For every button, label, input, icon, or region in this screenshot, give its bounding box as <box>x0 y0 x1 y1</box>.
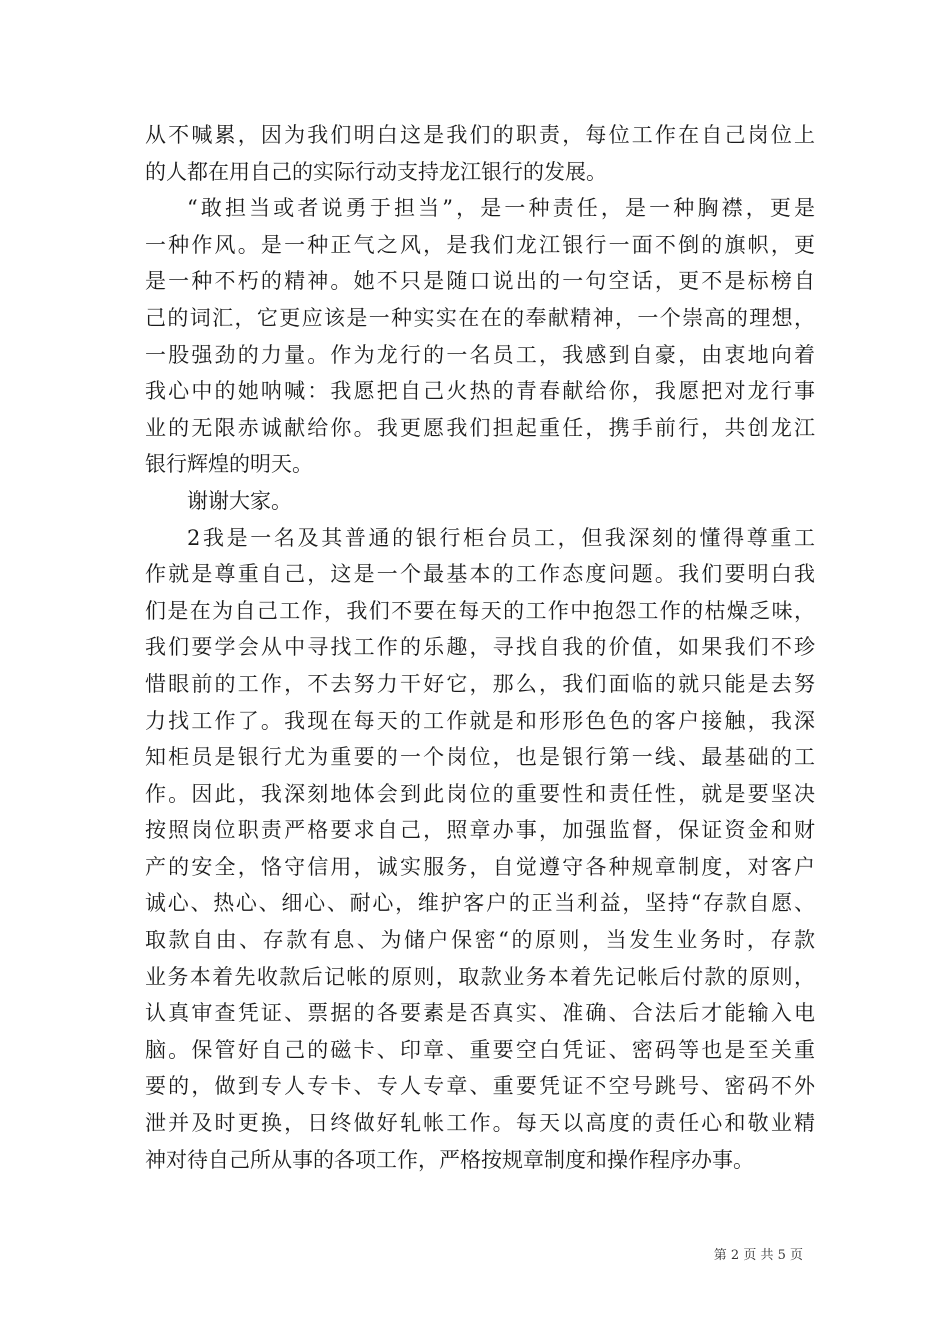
text-line: 我们要学会从中寻找工作的乐趣，寻找自我的价值，如果我们不珍 <box>145 635 815 660</box>
text-line: 的人都在用自己的实际行动支持龙江银行的发展。 <box>145 159 607 184</box>
text-line: 我心中的她呐喊：我愿把自己火热的青春献给你，我愿把对龙行事 <box>145 379 815 404</box>
text-line: 要的，做到专人专卡、专人专章、重要凭证不空号跳号、密码不外 <box>145 1074 815 1099</box>
text-line: 神对待自己所从事的各项工作，严格按规章制度和操作程序办事。 <box>145 1147 754 1172</box>
text-line: 产的安全，恪守信用，诚实服务，自觉遵守各种规章制度，对客户 <box>145 854 815 879</box>
text-line: 己的词汇，它更应该是一种实实在在的奉献精神，一个崇高的理想， <box>145 305 815 330</box>
text-line: 泄并及时更换，日终做好轧帐工作。每天以高度的责任心和敬业精 <box>145 1111 815 1136</box>
text-line: “敢担当或者说勇于担当”，是一种责任，是一种胸襟，更是 <box>187 196 815 221</box>
text-line: 一种作风。是一种正气之风，是我们龙江银行一面不倒的旗帜，更 <box>145 232 815 257</box>
text-line: 银行辉煌的明天。 <box>145 452 313 477</box>
text-line: 业的无限赤诚献给你。我更愿我们担起重任，携手前行，共创龙江 <box>145 415 815 440</box>
body-text <box>145 117 815 1178</box>
text-line: 作。因此，我深刻地体会到此岗位的重要性和责任性，就是要坚决 <box>145 781 815 806</box>
text-line: 一股强劲的力量。作为龙行的一名员工，我感到自豪，由衷地向着 <box>145 342 815 367</box>
text-line: 们是在为自己工作，我们不要在每天的工作中抱怨工作的枯燥乏味， <box>145 598 815 623</box>
text-line: 2我是一名及其普通的银行柜台员工，但我深刻的懂得尊重工 <box>187 525 815 550</box>
page-number: 第 2 页 共 5 页 <box>713 1248 803 1263</box>
text-line: 从不喊累，因为我们明白这是我们的职责，每位工作在自己岗位上 <box>145 123 815 147</box>
text-line: 业务本着先收款后记帐的原则，取款业务本着先记帐后付款的原则， <box>145 964 815 989</box>
text-line: 脑。保管好自己的磁卡、印章、重要空白凭证、密码等也是至关重 <box>145 1037 815 1062</box>
text-line: 诚心、热心、细心、耐心，维护客户的正当利益，坚持“存款自愿、 <box>145 891 815 916</box>
text-line: 是一种不朽的精神。她不只是随口说出的一句空话，更不是标榜自 <box>145 269 815 294</box>
text-line: 知柜员是银行尤为重要的一个岗位，也是银行第一线、最基础的工 <box>145 745 815 770</box>
text-line: 作就是尊重自己，这是一个最基本的工作态度问题。我们要明白我 <box>145 562 815 587</box>
text-line: 认真审查凭证、票据的各要素是否真实、准确、合法后才能输入电 <box>145 1001 815 1026</box>
text-line: 惜眼前的工作，不去努力干好它，那么，我们面临的就只能是去努 <box>145 671 815 696</box>
text-line: 谢谢大家。 <box>187 488 292 513</box>
text-line: 取款自由、存款有息、为储户保密“的原则，当发生业务时，存款 <box>145 928 815 953</box>
text-line: 力找工作了。我现在每天的工作就是和形形色色的客户接触，我深 <box>145 708 815 733</box>
text-line: 按照岗位职责严格要求自己，照章办事，加强监督，保证资金和财 <box>145 818 815 843</box>
